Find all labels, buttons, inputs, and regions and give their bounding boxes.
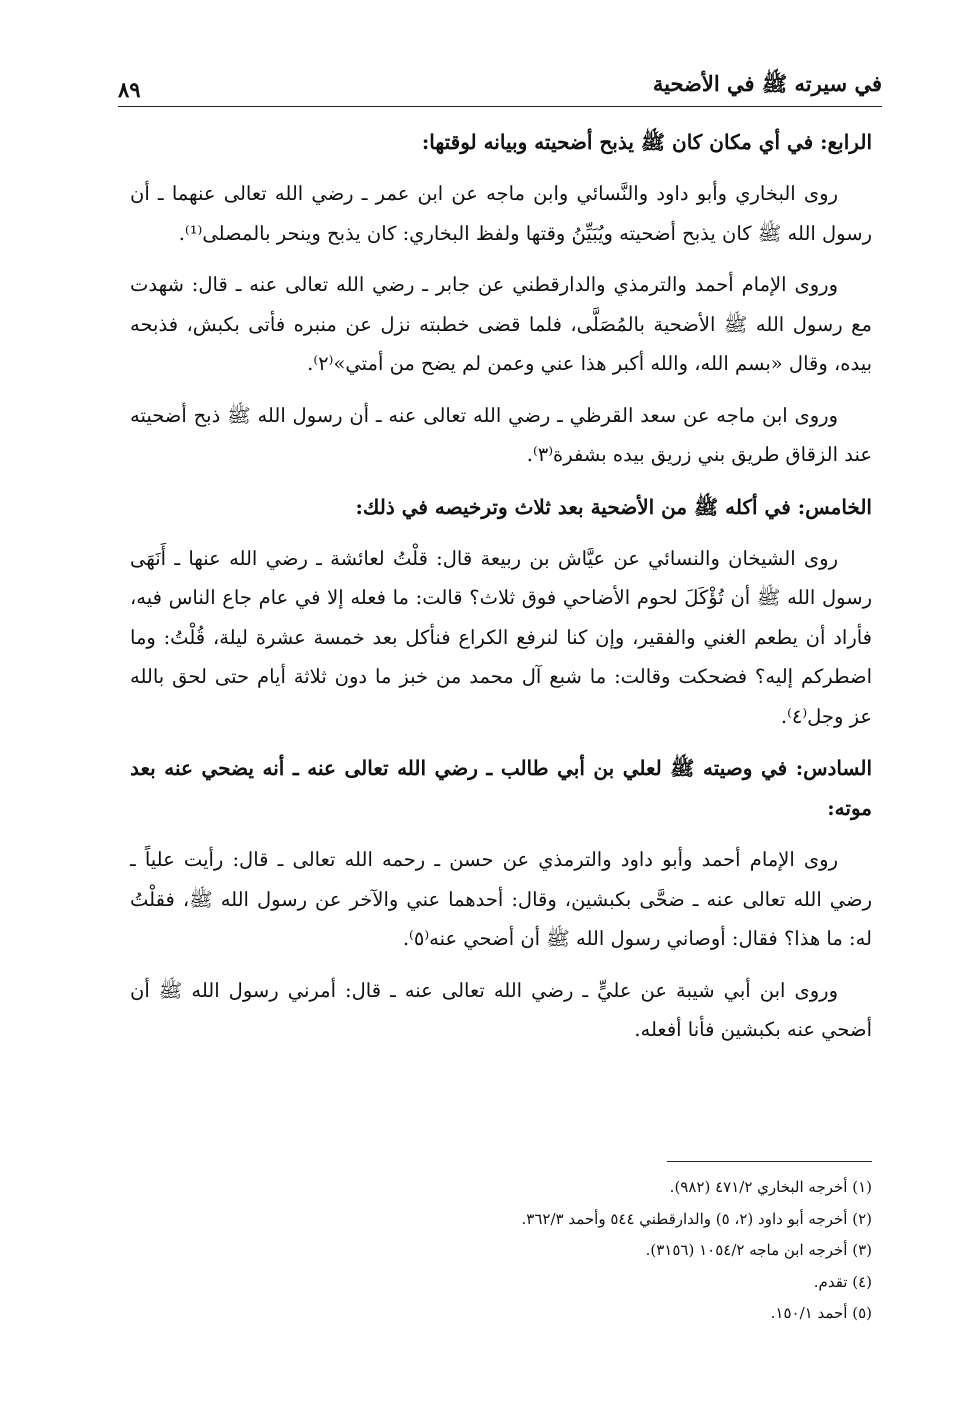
paragraph: وروى ابن ماجه عن سعد القرظي ـ رضي الله تعالى عنه ـ أن رسول الله ﷺ ذبح أضحيته عند الزقاق طريق بني زريق بيده بشفرة⁽٣⁾. xyxy=(130,403,872,466)
footnote: (٥) أحمد ١٥٠/١. xyxy=(770,1304,872,1322)
footnote: (٤) تقدم. xyxy=(813,1272,872,1291)
running-title: في سيرته ﷺ في الأضحية xyxy=(652,71,882,96)
footnote-divider xyxy=(667,1161,872,1162)
footnote: (٢) أخرجه أبو داود (٢، ٥) والدارقطني ٥٤٤ وأحمد ٣٦٢/٣. xyxy=(521,1209,872,1228)
paragraph: وروى الإمام أحمد والترمذي والدارقطني عن جابر ـ رضي الله تعالى عنه ـ قال: شهدت مع رسول الله ﷺ الأضحية بالمُصَلَّى، فلما قضى خطبته نزل عن منبره فأتى بكبش، فذبحه بيده، وقال «بسم الله، والله أكبر هذا عني وعمن لم يضح من أمتي»⁽٢⁾. xyxy=(130,273,872,375)
footnote: (٣) أخرجه ابن ماجه ١٠٥٤/٢ (٣١٥٦). xyxy=(645,1241,872,1259)
section-fifth xyxy=(130,487,872,737)
footnotes xyxy=(130,1172,872,1330)
section-sixth xyxy=(130,748,872,1050)
paragraph: روى البخاري وأبو داود والنَّسائي وابن ماجه عن ابن عمر ـ رضي الله تعالى عنهما ـ أن رسول الله ﷺ كان يذبح أضحيته ويُبَيِّنُ وقتها ولفظ البخاري: كان يذبح وينحر بالمصلى⁽¹⁾. xyxy=(130,182,872,245)
section-heading: السادس: في وصيته ﷺ لعلي بن أبي طالب ـ رضي الله تعالى عنه ـ أنه يضحي عنه بعد موته: xyxy=(130,756,872,820)
section-heading: الرابع: في أي مكان كان ﷺ يذبح أضحيته وبيانه لوقتها: xyxy=(421,130,872,154)
paragraph: وروى ابن أبي شيبة عن عليٍّ ـ رضي الله تعالى عنه ـ قال: أمرني رسول الله ﷺ أن أضحي عنه بكبشين فأنا أفعله. xyxy=(130,978,872,1041)
section-heading: الخامس: في أكله ﷺ من الأضحية بعد ثلاث وترخيصه في ذلك: xyxy=(355,494,872,519)
paragraph: روى الإمام أحمد وأبو داود والترمذي عن حسن ـ رحمه الله تعالى ـ قال: رأيت علياً ـ رضي الله تعالى عنه ـ ضحَّى بكبشين، وقال: أحدهما عني والآخر عن رسول الله ﷺ، فقلْتُ له: ما هذا؟ فقال: أوصاني رسول الله ﷺ أن أضحي عنه⁽٥⁾. xyxy=(130,848,872,950)
page-number: ٨٩ xyxy=(118,77,141,102)
section-fourth xyxy=(130,122,872,475)
footnote: (١) أخرجه البخاري ٤٧١/٢ (٩٨٢). xyxy=(669,1178,872,1196)
paragraph: روى الشيخان والنسائي عن عيَّاش بن ربيعة قال: قلْتُ لعائشة ـ رضي الله عنها ـ أَنَهَى رسول الله ﷺ أن تُؤْكَلَ لحوم الأضاحي فوق ثلاث؟ قالت: ما فعله إلا في عام جاع الناس فيه، فأراد أن يطعم الغني والفقير، وإن كنا لنرفع الكراع فنأكل بعد خمسة عشرة ليلة، قُلْتُ: وما اضطركم إليه؟ فضحكت وقالت: ما شبع آل محمد من خبز ما دون ثلاثة أيام حتى لحق بالله عز وجل⁽٤⁾. xyxy=(130,546,872,728)
main-text xyxy=(130,122,872,1062)
page-header xyxy=(118,68,882,107)
